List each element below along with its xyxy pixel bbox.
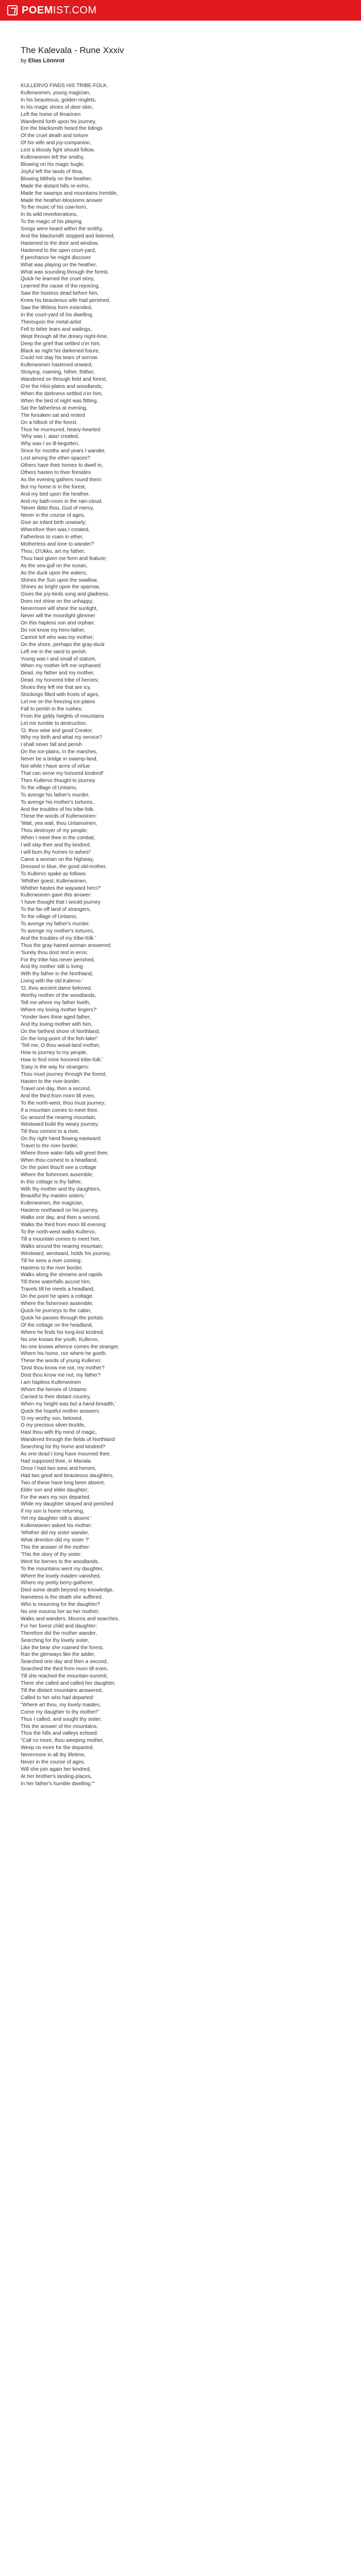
poem-author [21, 58, 340, 64]
site-header [0, 0, 361, 21]
poemist-logo-icon [7, 5, 18, 15]
poem-body: KULLERVO FINDS HIS TRIBE-FOLK. Kullerwoinen, young magician, In his beauteous, golden ringlets, In his magic shoes of deer-skin, Left the home of Ilmarinen Wandered forth upon his journey, Ere the blacksmith heard the tidings Of the cruel death and torture Of his wife and joy-companion, Lest a bloody fight should follow. Kullerwoinen left the smithy, Blowing on his magic bugle, Joyful left the lands of Ilma, Blowing blithely on the heather, Made the distant hills re-echo, Made the swamps and mountains tremble, Made the heather-blossoms answer To the music of his cow-horn, In its wild reverberations, To the magic of his playing. Songs were heard within the smithy, And the blacksmith stopped and listened, Hastened to the door and window, Hastened to the open court-yard, If perchance he might discover What was playing on the heather, What was sounding through the forest. Quick he learned the cruel story, Learned the cause of the rejoicing, Saw the hostess dead before him, Knew his beauteous wife had perished, Saw the lifeless form extended, In the court-yard of his dwelling. Thereupon the metal-artist Fell to bitter tears and wailings, Wept through all the dreary night-time, Deep the grief that settled o'er him, Black as night his darkened future, Could not stay his tears of sorrow. Kullerwoinen hastened onward, Straying, roaming, hither, thither, Wandered on through field and forest, O'er the Hiisi-plains and woodlands; When the darkness settled o'er him, When the bird of night was flitting, Sat the fatherless at evening, The forsaken sat and rested On a hillock of the forest. Thus he murmured, heavy-hearted: 'Why was I, alas! created, Why was I so ill-begotten, Since for months and years I wander, Lost among the ether-spaces? Others have their homes to dwell in, Others hasten to their firesides As the evening gathers round them: But my home is in the forest, And my bed upon the heather, And my bath-room in the rain-cloud. 'Never didst thou, God of mercy, Never in the course of ages, Give an infant birth unwisely; Wherefore then was I created, Fatherless to roam in ether, Motherless and lone to wander? Thou, O'Ukko, art my father; Thou hast given me form and feature; As the sea-gull on the ocean, As the duck upon the waters, Shines the Sun upon the swallow, Shines as bright upon the sparrow, Gives the joy-birds song and gladness, Does not shine on the unhappy; Nevermore will shine the sunlight, Never will the moonlight glimmer On this hapless son and orphan; Do not know my hero-father, Cannot tell who was my mother; On the shore, perhaps the gray-duck Left me in the sand to perish. Young was I and small of stature, When my mother left me orphaned; Dead, my father and my mother, Dead, my honored tribe of heroes; Shoes they left me that are icy, Stockings filled with frosts of ages, Let me on the freezing ice-plains Fall to perish in the rushes; From the giddy heights of mountains Let me tumble to destruction. 'O, thou wise and good Creator, Why my birth and what my service? I shall never fall and perish On the ice-plains, in the marshes, Never be a bridge in swamp-land, Not while I have arms of virtue That can serve my honored kindred!' Then Kullervo thought to journey To the village of Untamo, To avenge his father's murder, To avenge his mother's tortures, And the troubles of his tribe-folk. These the words of Kullerwoinen: 'Wait, yea wait, thou Untamoinen, Thou destroyer of my people; When I meet thee in the combat, I will slay thee and thy kindred, I will burn thy homes to ashes!' Came a woman on the highway, Dressed in blue, the good old-mother, To Kullervo spake as follows: 'Whither goest, Kullerwoinen, Whither hastes the wayward hero?' Kullerwoinen gave this answer: 'I have thought that I would journey To the far-off land of strangers, To the village of Untamo, To avenge my father's murder, To avenge my mother's tortures, And the troubles of my tribe-folk.' Thus the gray-haired woman answered: 'Surely thou dost rest in error, For thy tribe has never perished, And thy mother still is living With thy father in the Northland, Living with the old Kalervo.' 'O, thou ancient dame beloved, Worthy mother of the woodlands, Tell me where my father liveth, Where my loving mother lingers?' 'Yonder lives thine aged father, And thy loving mother with him, On the farthest shore of Northland, On the long-point of the fish-lake!' 'Tell me, O thou wood-land mother, How to journey to my people, How to find mine honored tribe-folk.' 'Easy is the way for strangers: Thou must journey through the forest, Hasten to the river-border, Travel one day, then a second, And the third from morn till even, To the north-west, thou must journey; If a mountain comes to meet thee, Go around the nearing mountain, Westward build thy weary journey; Till thou comest to a river, On thy right hand flowing eastward; Travel to the river-border, Where three water-falls will greet thee; When thou comest to a headland, On the point thou'lt see a cottage Where the fishermen assemble; In this cottage is thy father, With thy mother and thy daughters, Beautiful thy maiden sisters.' Kullerwoinen, the magician, Hastens northward on his journey, Walks one day, and then a second, Walks the third from morn till evening; To the north-west walks Kullervo, Till a mountain comes to meet him, Walks around the nearing mountain; Westward, westward, holds his journey, Till he sees a river coming; Hastens to the river border, Walks along the streams and rapids Till three waterfalls accost him; Travels till he meets a headland, On the point he spies a cottage, Where the fishermen assemble. Quick he journeys to the cabin, Quick he passes through the portals Of the cottage on the headland, Where he finds his long-lost kindred; No one knows the youth, Kullervo, No one knows whence comes the stranger, Where his home, nor where he goeth. These the words of young Kullervo: 'Dost thou know me not, my mother? Dost thou know me not, my father? I am hapless Kullerwoinen Whom the heroes of Untamo Carried to their distant country, When my height was but a hand-breadth.' Quick the hopeful mother answers: 'O my worthy son, beloved, O my precious silver-buckle, Hast thou with thy mind of magic, Wandered through the fields of Northland Searching for thy home and kindred? As one dead I long have mourned thee, Had supposed thee, in Manala. Once I had two sons and heroes, Had two good and beauteous daughters, Two of these have long been absent, Elder son and elder daughter; For the wars my son departed, While my daughter strayed and perished If my son is home returning, Yet my daughter still is absent.' Kullerwoinen asked his mother: 'Whither did my sister wander, What direction did my sister ?' This the answer of the mother: 'This the story of thy sister: Went for berries to the woodlands, To the mountains went my daughter, Where the lovely maiden vanished, Where my pretty berry-gatherer, Died some death beyond my knowledge, Nameless is the death she suffered. Who is mourning for the daughter? No one mourns her as her mother; Walks and wanders, Mourns and searches, For her forest child and daughter; Therefore did the mother wander, Searching for thy lovely sister, Like the bear she roamed the forest, Ran the glenways like the adder, Searched one day and then a second, Searched the third from morn till even, Till she reached the mountain-summit, There she called and called her daughter, Till the distant mountains answered, Called to her who had departed: "Where art thou, my lovely maiden, Come my daughter to thy mother!" Thus I called, and sought thy sister; This the answer of the mountains, Thus the hills and valleys echoed: "Call no more, thou weeping mother, Weep no more for the departed; Nevermore in all thy lifetime, Never in the course of ages, Will she join again her kindred, At her brother's landing-places, In her father's humble dwelling."' [21, 83, 120, 1787]
author-name[interactable]: Elias Lönnrot [28, 58, 64, 64]
site-logo[interactable] [7, 4, 97, 16]
poem-title: The Kalevala - Rune Xxxiv [21, 45, 124, 55]
poem-content [21, 45, 340, 1788]
logo-text-bold: POEM [22, 4, 53, 16]
author-prefix: by [21, 58, 27, 64]
logo-text-light: IST.COM [53, 4, 97, 16]
